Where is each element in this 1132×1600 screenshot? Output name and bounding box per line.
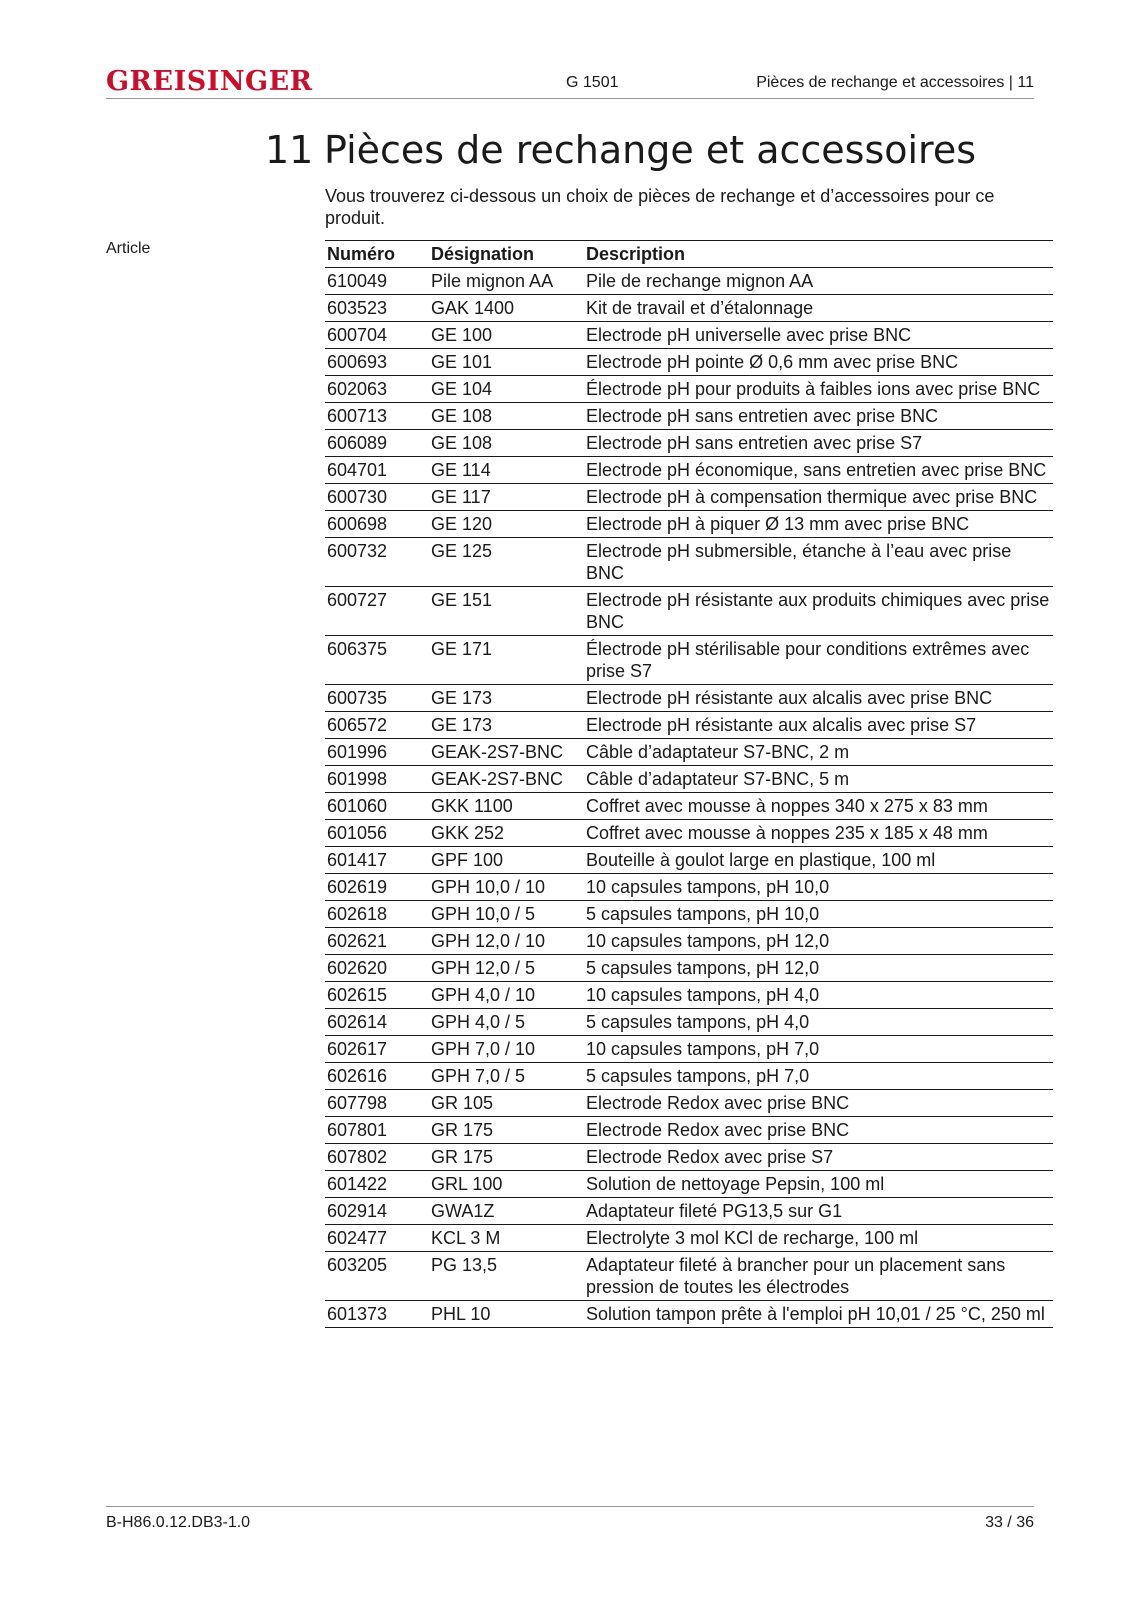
cell-designation: PHL 10 — [429, 1301, 584, 1328]
cell-designation: GAK 1400 — [429, 295, 584, 322]
table-row — [325, 484, 1053, 511]
cell-description: Electrode pH résistante aux alcalis avec prise BNC — [584, 685, 1053, 712]
cell-numero: 601996 — [325, 739, 429, 766]
cell-description: Electrode pH à compensation thermique avec prise BNC — [584, 484, 1053, 511]
cell-designation: GEAK-2S7-BNC — [429, 766, 584, 793]
cell-designation: GR 175 — [429, 1144, 584, 1171]
cell-description: Kit de travail et d’étalonnage — [584, 295, 1053, 322]
table-row — [325, 1009, 1053, 1036]
cell-numero: 601056 — [325, 820, 429, 847]
cell-description: 5 capsules tampons, pH 10,0 — [584, 901, 1053, 928]
cell-numero: 601417 — [325, 847, 429, 874]
table-row — [325, 1090, 1053, 1117]
table-row — [325, 430, 1053, 457]
cell-numero: 603523 — [325, 295, 429, 322]
cell-description: Electrode Redox avec prise S7 — [584, 1144, 1053, 1171]
chapter-title: Pièces de rechange et accessoires — [324, 128, 977, 172]
cell-description: 10 capsules tampons, pH 4,0 — [584, 982, 1053, 1009]
table-row — [325, 1117, 1053, 1144]
cell-designation: GPH 12,0 / 5 — [429, 955, 584, 982]
cell-description: Electrode pH universelle avec prise BNC — [584, 322, 1053, 349]
cell-designation: GR 175 — [429, 1117, 584, 1144]
cell-designation: GPH 10,0 / 5 — [429, 901, 584, 928]
cell-numero: 602914 — [325, 1198, 429, 1225]
table-header-row — [325, 241, 1053, 268]
cell-description: Electrolyte 3 mol KCl de recharge, 100 ml — [584, 1225, 1053, 1252]
cell-designation: GE 171 — [429, 636, 584, 685]
cell-description: Électrode pH stérilisable pour conditions extrêmes avec prise S7 — [584, 636, 1053, 685]
cell-description: Electrode Redox avec prise BNC — [584, 1090, 1053, 1117]
cell-designation: GPH 4,0 / 5 — [429, 1009, 584, 1036]
cell-description: Adaptateur fileté à brancher pour un placement sans pression de toutes les électrodes — [584, 1252, 1053, 1301]
table-row — [325, 793, 1053, 820]
table-row — [325, 268, 1053, 295]
cell-numero: 600727 — [325, 587, 429, 636]
cell-numero: 601373 — [325, 1301, 429, 1328]
cell-numero: 602620 — [325, 955, 429, 982]
cell-numero: 602614 — [325, 1009, 429, 1036]
cell-numero: 604701 — [325, 457, 429, 484]
table-row — [325, 349, 1053, 376]
header-divider — [106, 98, 1034, 99]
cell-designation: GE 100 — [429, 322, 584, 349]
cell-description: Électrode pH pour produits à faibles ions avec prise BNC — [584, 376, 1053, 403]
cell-designation: GKK 1100 — [429, 793, 584, 820]
cell-numero: 602617 — [325, 1036, 429, 1063]
cell-description: Câble d’adaptateur S7-BNC, 5 m — [584, 766, 1053, 793]
cell-designation: GPH 12,0 / 10 — [429, 928, 584, 955]
cell-numero: 602063 — [325, 376, 429, 403]
cell-numero: 600713 — [325, 403, 429, 430]
table-row — [325, 928, 1053, 955]
header-section-ref: Pièces de rechange et accessoires | 11 — [756, 74, 1034, 91]
cell-designation: GRL 100 — [429, 1171, 584, 1198]
cell-description: Adaptateur fileté PG13,5 sur G1 — [584, 1198, 1053, 1225]
chapter-heading — [265, 128, 976, 172]
cell-description: 5 capsules tampons, pH 7,0 — [584, 1063, 1053, 1090]
cell-description: Câble d’adaptateur S7-BNC, 2 m — [584, 739, 1053, 766]
header-description: Description — [584, 241, 1053, 268]
cell-numero: 607801 — [325, 1117, 429, 1144]
cell-numero: 600704 — [325, 322, 429, 349]
cell-description: Electrode pH sans entretien avec prise S7 — [584, 430, 1053, 457]
cell-description: Electrode pH pointe Ø 0,6 mm avec prise BNC — [584, 349, 1053, 376]
cell-designation: Pile mignon AA — [429, 268, 584, 295]
table-row — [325, 1171, 1053, 1198]
table-row — [325, 955, 1053, 982]
table-row — [325, 636, 1053, 685]
cell-numero: 601998 — [325, 766, 429, 793]
cell-description: Coffret avec mousse à noppes 340 x 275 x 83 mm — [584, 793, 1053, 820]
cell-designation: GE 151 — [429, 587, 584, 636]
cell-designation: GE 173 — [429, 685, 584, 712]
cell-numero: 601060 — [325, 793, 429, 820]
cell-description: Pile de rechange mignon AA — [584, 268, 1053, 295]
cell-description: Bouteille à goulot large en plastique, 100 ml — [584, 847, 1053, 874]
table-row — [325, 982, 1053, 1009]
table-row — [325, 1198, 1053, 1225]
cell-description: Electrode pH submersible, étanche à l’eau avec prise BNC — [584, 538, 1053, 587]
table-row — [325, 376, 1053, 403]
cell-designation: GE 125 — [429, 538, 584, 587]
footer-doc-code: B-H86.0.12.DB3-1.0 — [106, 1514, 251, 1531]
cell-numero: 600698 — [325, 511, 429, 538]
cell-description: Electrode pH résistante aux produits chimiques avec prise BNC — [584, 587, 1053, 636]
cell-description: 10 capsules tampons, pH 12,0 — [584, 928, 1053, 955]
parts-table-container — [325, 240, 1053, 1328]
cell-designation: GPF 100 — [429, 847, 584, 874]
cell-designation: GE 114 — [429, 457, 584, 484]
table-row — [325, 901, 1053, 928]
cell-numero: 602615 — [325, 982, 429, 1009]
cell-designation: GE 173 — [429, 712, 584, 739]
cell-designation: GPH 4,0 / 10 — [429, 982, 584, 1009]
footer-divider — [106, 1506, 1034, 1507]
table-row — [325, 295, 1053, 322]
table-row — [325, 587, 1053, 636]
header-doc-id: G 1501 — [566, 74, 619, 91]
cell-numero: 600730 — [325, 484, 429, 511]
cell-designation: GE 117 — [429, 484, 584, 511]
cell-numero: 600732 — [325, 538, 429, 587]
table-row — [325, 1036, 1053, 1063]
cell-designation: GWA1Z — [429, 1198, 584, 1225]
cell-numero: 607802 — [325, 1144, 429, 1171]
cell-designation: GE 101 — [429, 349, 584, 376]
side-label-article: Article — [106, 240, 151, 257]
cell-designation: GKK 252 — [429, 820, 584, 847]
parts-table — [325, 240, 1053, 1328]
chapter-intro: Vous trouverez ci-dessous un choix de pièces de rechange et d’accessoires pour ce produit. — [325, 186, 995, 228]
cell-numero: 606375 — [325, 636, 429, 685]
cell-numero: 602618 — [325, 901, 429, 928]
cell-numero: 602477 — [325, 1225, 429, 1252]
cell-numero: 602616 — [325, 1063, 429, 1090]
cell-numero: 610049 — [325, 268, 429, 295]
chapter-number: 11 — [265, 128, 314, 172]
cell-description: 5 capsules tampons, pH 4,0 — [584, 1009, 1053, 1036]
cell-numero: 602619 — [325, 874, 429, 901]
table-row — [325, 1063, 1053, 1090]
table-row — [325, 820, 1053, 847]
cell-designation: GR 105 — [429, 1090, 584, 1117]
cell-description: Solution tampon prête à l'emploi pH 10,01 / 25 °C, 250 ml — [584, 1301, 1053, 1328]
table-row — [325, 685, 1053, 712]
table-row — [325, 511, 1053, 538]
cell-numero: 600735 — [325, 685, 429, 712]
header-numero: Numéro — [325, 241, 429, 268]
cell-numero: 606572 — [325, 712, 429, 739]
cell-designation: GE 108 — [429, 430, 584, 457]
cell-numero: 607798 — [325, 1090, 429, 1117]
cell-numero: 600693 — [325, 349, 429, 376]
cell-designation: GE 120 — [429, 511, 584, 538]
cell-description: 5 capsules tampons, pH 12,0 — [584, 955, 1053, 982]
cell-description: Electrode Redox avec prise BNC — [584, 1117, 1053, 1144]
table-row — [325, 847, 1053, 874]
table-row — [325, 874, 1053, 901]
cell-designation: GE 104 — [429, 376, 584, 403]
table-row — [325, 1301, 1053, 1328]
cell-description: Electrode pH sans entretien avec prise BNC — [584, 403, 1053, 430]
table-row — [325, 403, 1053, 430]
cell-numero: 602621 — [325, 928, 429, 955]
table-row — [325, 1144, 1053, 1171]
cell-designation: KCL 3 M — [429, 1225, 584, 1252]
cell-description: 10 capsules tampons, pH 7,0 — [584, 1036, 1053, 1063]
cell-description: Electrode pH économique, sans entretien avec prise BNC — [584, 457, 1053, 484]
table-row — [325, 457, 1053, 484]
cell-designation: GPH 10,0 / 10 — [429, 874, 584, 901]
cell-designation: GE 108 — [429, 403, 584, 430]
table-row — [325, 712, 1053, 739]
footer-page-number: 33 / 36 — [985, 1514, 1034, 1531]
table-row — [325, 1252, 1053, 1301]
table-row — [325, 1225, 1053, 1252]
cell-description: Electrode pH à piquer Ø 13 mm avec prise BNC — [584, 511, 1053, 538]
cell-designation: GPH 7,0 / 5 — [429, 1063, 584, 1090]
table-row — [325, 538, 1053, 587]
brand-logo: GREISINGER — [106, 66, 313, 97]
cell-designation: GPH 7,0 / 10 — [429, 1036, 584, 1063]
cell-designation: GEAK-2S7-BNC — [429, 739, 584, 766]
cell-numero: 601422 — [325, 1171, 429, 1198]
header-designation: Désignation — [429, 241, 584, 268]
cell-numero: 606089 — [325, 430, 429, 457]
cell-description: Electrode pH résistante aux alcalis avec prise S7 — [584, 712, 1053, 739]
cell-numero: 603205 — [325, 1252, 429, 1301]
table-row — [325, 322, 1053, 349]
cell-description: Solution de nettoyage Pepsin, 100 ml — [584, 1171, 1053, 1198]
cell-designation: PG 13,5 — [429, 1252, 584, 1301]
cell-description: Coffret avec mousse à noppes 235 x 185 x 48 mm — [584, 820, 1053, 847]
cell-description: 10 capsules tampons, pH 10,0 — [584, 874, 1053, 901]
table-row — [325, 739, 1053, 766]
table-body — [325, 268, 1053, 1328]
table-row — [325, 766, 1053, 793]
